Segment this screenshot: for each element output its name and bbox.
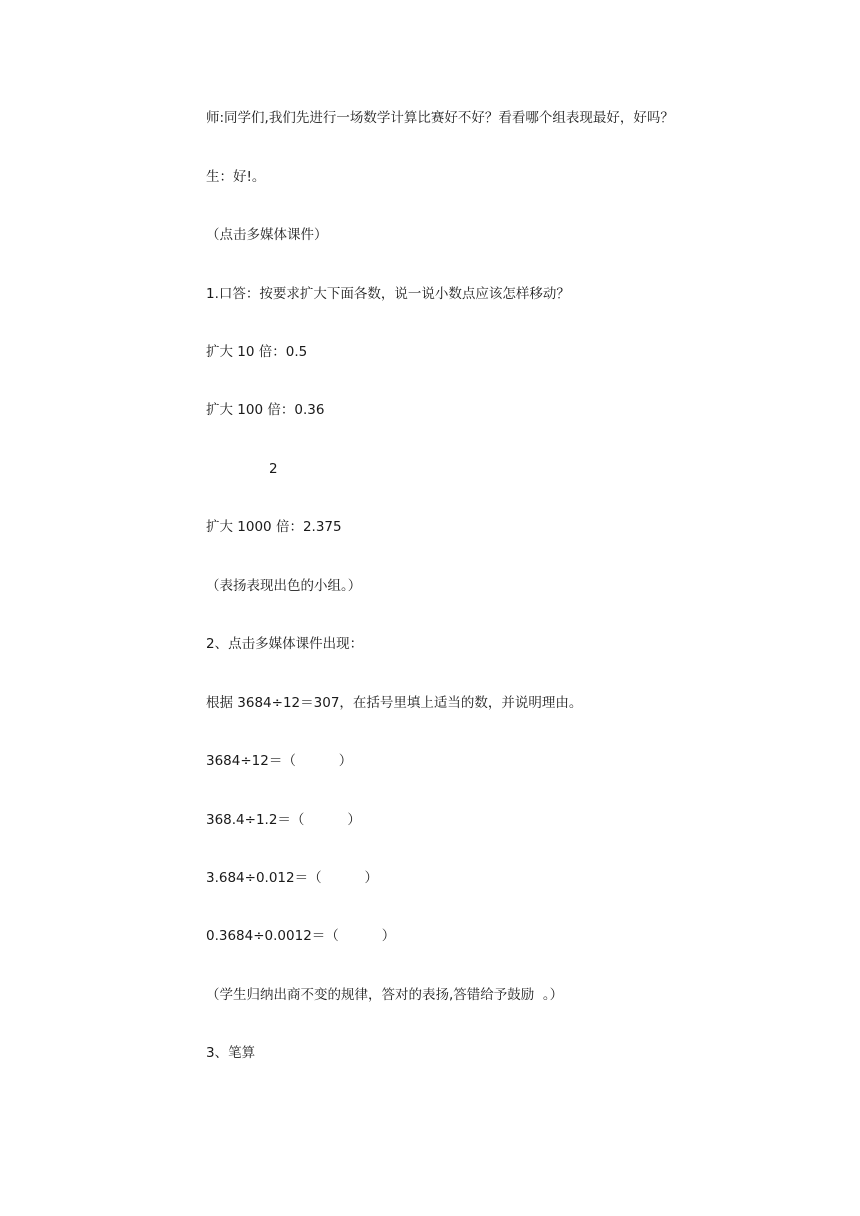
text-line-praise-group: （表扬表现出色的小组。） (206, 578, 362, 594)
text-line-expand-10: 扩大 10 倍：0.5 (206, 344, 308, 360)
text-line-division-instruction: 根据 3684÷12＝307，在括号里填上适当的数，并说明理由。 (206, 695, 583, 711)
text-line-equation-4: 0.3684÷0.0012＝（ ） (206, 928, 396, 944)
text-line-expand-100: 扩大 100 倍：0.36 (206, 402, 325, 418)
text-line-equation-3: 3.684÷0.012＝（ ） (206, 870, 379, 886)
text-line-section-3-heading: 3、笔算 (206, 1045, 256, 1061)
text-line-teacher-intro: 师:同学们,我们先进行一场数学计算比赛好不好？看看哪个组表现最好，好吗？ (206, 110, 674, 126)
text-line-click-courseware: （点击多媒体课件） (206, 227, 328, 243)
text-line-equation-1: 3684÷12＝（ ） (206, 753, 353, 769)
text-line-rule-summary: （学生归纳出商不变的规律，答对的表扬,答错给予鼓励 。） (206, 987, 564, 1003)
text-line-section-2-heading: 2、点击多媒体课件出现： (206, 636, 364, 652)
text-line-stray-number: 2 (269, 461, 278, 477)
text-line-equation-2: 368.4÷1.2＝（ ） (206, 812, 361, 828)
text-line-student-reply: 生：好!。 (206, 169, 266, 185)
text-line-expand-1000: 扩大 1000 倍：2.375 (206, 519, 342, 535)
text-line-oral-question: 1.口答：按要求扩大下面各数，说一说小数点应该怎样移动？ (206, 286, 570, 302)
